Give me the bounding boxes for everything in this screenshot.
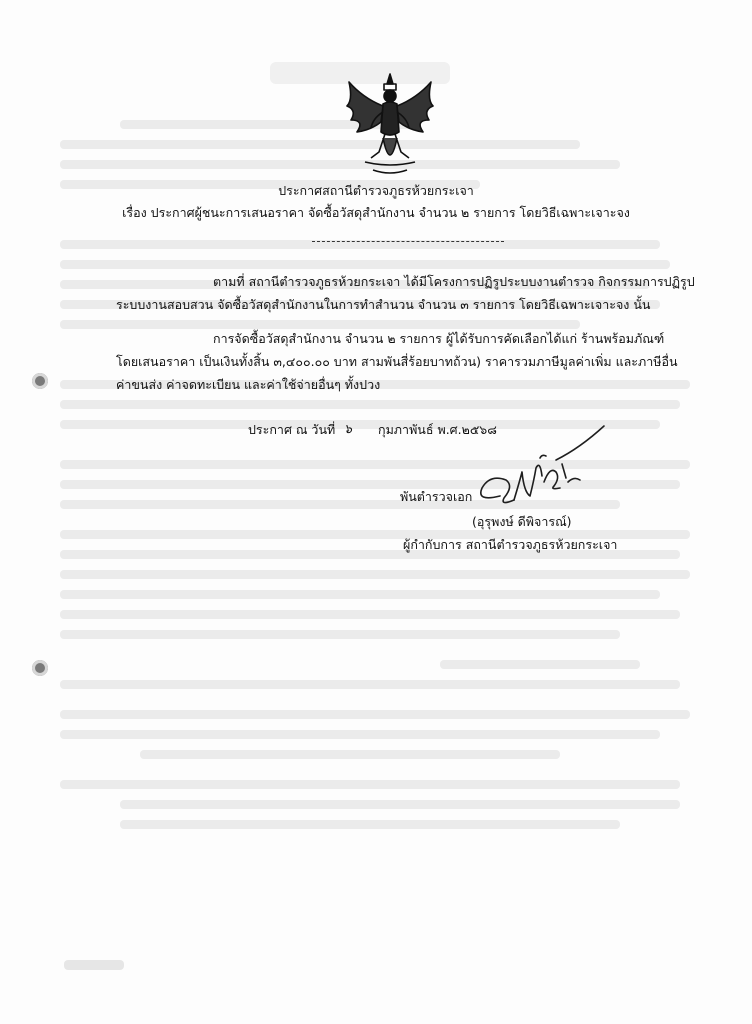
organization-title: ประกาศสถานีตำรวจภูธรห้วยกระเจา	[278, 183, 474, 198]
announce-date-prefix: ประกาศ ณ วันที่	[248, 422, 336, 437]
document-subject: เรื่อง ประกาศผู้ชนะการเสนอราคา จัดซื้อวัสดุสำนักงาน จำนวน ๒ รายการ โดยวิธีเฉพาะเจาะจง	[122, 205, 630, 220]
signatory-name: (อุรุพงษ์ ดีพิจารณ์)	[472, 514, 572, 529]
body-line-5: ค่าขนส่ง ค่าจดทะเบียน และค่าใช้จ่ายอื่นๆ ทั้งปวง	[116, 377, 381, 392]
page-footer-smudge	[64, 960, 124, 970]
body-line-3: การจัดซื้อวัสดุสำนักงาน จำนวน ๒ รายการ ผู้ได้รับการคัดเลือกได้แก่ ร้านพร้อมภัณฑ์	[213, 331, 665, 346]
announce-date-rest: กุมภาพันธ์ พ.ศ.๒๕๖๘	[378, 422, 497, 437]
separator-line	[312, 241, 504, 242]
punch-hole-top	[32, 373, 48, 389]
body-line-4: โดยเสนอราคา เป็นเงินทั้งสิ้น ๓,๔๐๐.๐๐ บาท สามพันสี่ร้อยบาทถ้วน) ราคารวมภาษีมูลค่าเพิ่ม และภาษีอื่น	[116, 354, 678, 369]
body-line-1: ตามที่ สถานีตำรวจภูธรห้วยกระเจา ได้มีโครงการปฏิรูประบบงานตำรวจ กิจกรรมการปฏิรูป	[213, 274, 695, 289]
punch-hole-bottom	[32, 660, 48, 676]
announce-date-day: ๖	[344, 421, 352, 436]
body-line-2: ระบบงานสอบสวน จัดซื้อวัสดุสำนักงานในการทำสำนวน จำนวน ๓ รายการ โดยวิธีเฉพาะเจาะจง นั้น	[116, 297, 651, 312]
garuda-emblem-icon	[343, 72, 437, 178]
signatory-position: ผู้กำกับการ สถานีตำรวจภูธรห้วยกระเจา	[403, 537, 618, 552]
signatory-rank: พันตำรวจเอก	[400, 489, 473, 504]
